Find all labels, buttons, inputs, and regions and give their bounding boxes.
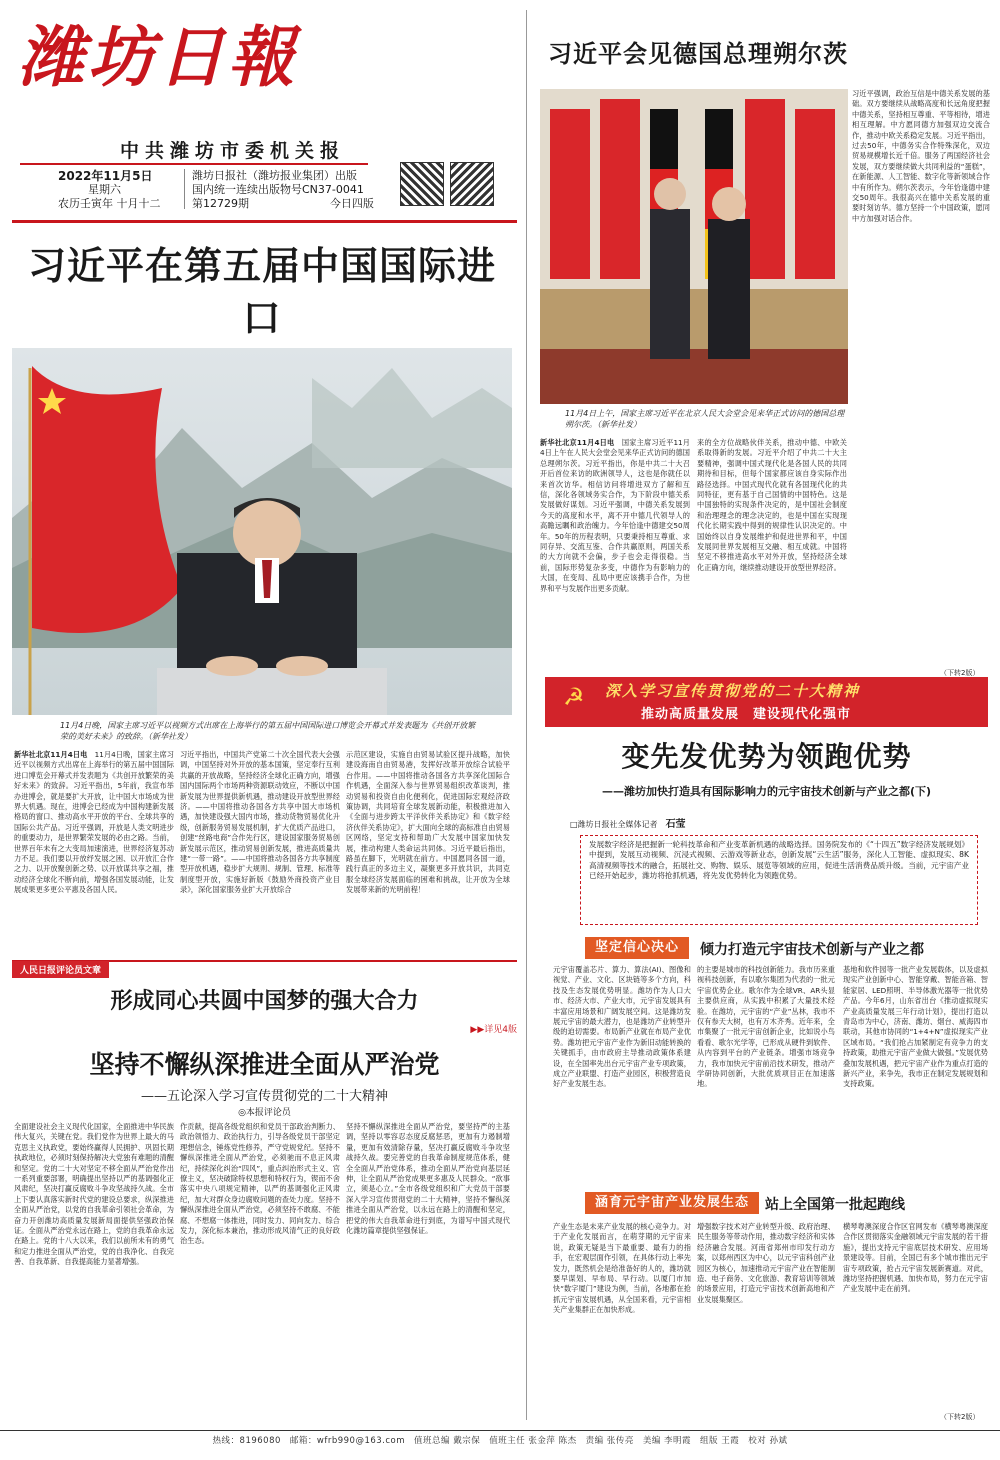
editorial-body-col3: 坚持不懈纵深推进全面从严治党，要坚持严的主基调，坚持以零容忍态度反腐惩恶，更加有力遏制增量，更加有效清除存量，坚决打赢反腐败斗争攻坚战持久战。要完善党的自我革命制度规范体系，健全全面从严治党体系，推动全面从严治党向基层延伸，让全面从严治党成果更多惠及人民群众。“欲事立，须是心立。”全市各级党组织和广大党员干部要深入学习宣传贯彻党的二十大精神，坚持不懈纵深推进全面从严治党，以永远在路上的清醒和坚定，把党的伟大自我革命进行到底，为谱写中国式现代化潍坊篇章提供坚强保证。 bbox=[346, 1122, 510, 1236]
issue-publisher: 潍坊日报社（潍坊报业集团）出版 bbox=[192, 169, 357, 182]
issue-pages: 今日四版 bbox=[329, 197, 374, 210]
feature-intro: 发展数字经济是把握新一轮科技革命和产业变革新机遇的战略选择。国务院发布的《“十四五”数字经济发展规划》中提到，发展互动视频、沉浸式视频、云游戏等新业态，创新发展“云生活”服务，深化人工智能、虚拟现实、8K高清视频等技术的融合，拓展社交、购物、娱乐、展览等领域的应用，促进生活消费品质升级。当前，元宇宙产业已经开始起步，潍坊将抢抓机遇，将先发优势转化为领跑优势。 bbox=[580, 835, 978, 925]
s1-col1: 元宇宙覆盖芯片、算力、算法(AI)、图像和视觉、产业、文化、区块链等多个方向，科技及生态发展优势明显。潍坊作为人口大市、经济大市、产业大市，元宇宙发展具有丰富应用场景和广阔发展空间。这是潍坊发展元宇宙的最大潜力，也是潍坊产业转型升级的迫切需要。布局新产业就在布局产业优势。潍坊把元宇宙产业作为新旧动能转换的关键抓手，由市政府主导推动政策体系建设，在全国率先出台元宇宙产业专项政策，成立产业联盟、打造产业园区，积极营造良好产业发展生态。 bbox=[553, 965, 691, 1089]
lead-body-col3: 示范区建设，实施自由贸易试验区提升战略，加快建设海南自由贸易港，发挥好改革开放综合试验平台作用。——中国将推动各国各方共享深化国际合作机遇，全面深入参与世界贸易组织改革谈判，推动贸易和投资自由化便利化，促进国际宏观经济政策协调，共同培育全球发展新动能，积极推进加入《全面与进步跨太平洋伙伴关系协定》和《数字经济伙伴关系协定》，扩大面向全球的高标准自由贸易区网络，坚定支持和帮助广大发展中国家加快发展，推动构建人类命运共同体。习近平最后指出，路虽在脚下，光明就在前方。中国愿同各国一道，践行真正的多边主义，凝聚更多开放共识，共同克服全球经济发展面临的困难和挑战，让开放为全球发展带来新的光明前程！ bbox=[346, 750, 510, 895]
lead-photo-caption bbox=[60, 720, 480, 742]
section2-header bbox=[585, 1192, 985, 1216]
banner-line2: 推动高质量发展 建设现代化强市 bbox=[641, 707, 852, 722]
s2-col1: 产业生态是未来产业发展的核心竞争力。对于产业化发展而言，在萌芽期的元宇宙来说，政策无疑是当下最重要、最有力的指手，在宏观层面作引领，在具体行动上率先发力，既然机会是给准备好的人的，潍坊就要早谋划、早布局、早行动。以厦门市加快“数字厦门”建设为例，当前，各地都在抢抓元宇宙发展机遇，从全国来看，元宇宙相关产业集群正在加快形成。 bbox=[553, 1222, 691, 1315]
s2-col3: 横琴粤澳深度合作区官网发布《横琴粤澳深度合作区贯彻落实金融领域元宇宙发展的若干措施》，提出支持元宇宙底层技术研发、应用场景建设等。目前，全国已有多个城市推出元宇宙专项政策，抢占元宇宙发展新赛道。对此，潍坊坚持把握机遇、加快布局，努力在元宇宙产业发展中走在前列。 bbox=[843, 1222, 988, 1294]
feature-reporter: 石莹 bbox=[665, 819, 686, 830]
meeting-caption-credit: （新华社发） bbox=[597, 420, 641, 429]
lead-caption-text: 11月4日晚，国家主席习近平以视频方式出席在上海举行的第五届中国国际进口博览会开幕式并发表题为《共创开放繁荣的美好未来》的致辞。 bbox=[60, 721, 476, 741]
editorial-subheadline: ——五论深入学习宣传贯彻党的二十大精神 bbox=[140, 1089, 388, 1104]
lead-caption-credit: （新华社发） bbox=[148, 732, 192, 741]
meeting-more[interactable]: （下转2版） bbox=[940, 669, 980, 677]
meeting-text-1: 国家主席习近平11月4日上午在人民大会堂会见来华正式访问的德国总理朔尔茨。习近平指出，你是中共二十大召开后首位来访的欧洲领导人，这也是你就任以来首次访华。相信访问将增进双方了解和互信，深化各领域务实合作，为下阶段中德关系发展做好谋划。习近平强调，中德关系发展到今天的高度和水平，离不开中德几代领导人的高瞻远瞩和政治魄力。今年恰逢中德建交50周年。50年的历程表明，只要秉持相互尊重、求同存异、交流互鉴、合作共赢原则，两国关系的大方向就不会偏，步子也会走得很稳。当前，国际形势复杂多变，中德作为有影响力的大国，在变局、乱局中更应该携手合作，为世界和平与发展作出更多贡献。 bbox=[540, 438, 690, 593]
editorial-headline: 坚持不懈纵深推进全面从严治党 bbox=[89, 1050, 440, 1079]
editorial-byline: ◎本报评论员 bbox=[238, 1108, 291, 1118]
editorial-body-col1: 全面建设社会主义现代化国家，全面推进中华民族伟大复兴，关键在党。我们党作为世界上最大的马克思主义执政党，要始终赢得人民拥护、巩固长期执政地位，必须时刻保持解决大党独有难题的清醒和坚定。党的二十大对坚定不移全面从严治党作出一系列重要部署，明确提出坚持以严的基调强化正风肃纪，坚决打赢反腐败斗争攻坚战持久战。全市上下要认真落实新时代党的建设总要求，纵深推进全面从严治党，以党的自我革命引领社会革命，为奋力开创潍坊高质量发展新局面提供坚强政治保证。全面从严治党永远在路上，党的自我革命永远在路上。党的十八大以来，我们以前所未有的勇气和定力推进全面从严治党，党的自我净化、自我完善、自我革新、自我提高能力显著增强。 bbox=[14, 1122, 174, 1267]
lead-photo bbox=[12, 348, 512, 715]
feature-headline: 变先发优势为领跑优势 bbox=[621, 740, 912, 773]
commentary-see-page[interactable]: ▶▶详见4版 bbox=[470, 1025, 517, 1035]
s2-col2: 增强数字技术对产业转型升级、政府治理、民生服务等带动作用，推动数字经济和实体经济融合发展。河南省郑州市印发行动方案，以郑州西区为中心，以元宇宙科创产业园区为核心，加速推动元宇宙产业在智能制造、电子商务、文化旅游、教育培训等领域的场景应用，打造元宇宙技术创新高地和产业发展集聚区。 bbox=[697, 1222, 835, 1304]
masthead-title: 潍坊日報 bbox=[18, 18, 298, 96]
qr-code-icon bbox=[400, 162, 444, 206]
feature-byline bbox=[570, 815, 686, 830]
issue-date: 2022年11月5日 bbox=[58, 169, 153, 183]
s1-col2: 的主要是城市的科技创新能力。我市历来重视科技创新，有以歌尔集团为代表的一批元宇宙优势企业。歌尔作为全球VR、AR头显主要供应商，从实践中积累了大量技术经验。在潍坊，元宇宙的“产业”丛林，我市不仅有参天大树，也有万木齐秀。近年来，全市集聚了一批元宇宙创新企业，比如说小鸟看看、歌尔光学等，已形成从硬件到软件、从内容到平台的产业链条。增强市场竞争力，我市加快元宇宙前沿技术研发，推动产学研协同创新，大批优质项目正在加速落地。 bbox=[697, 965, 835, 1089]
section1-title: 倾力打造元宇宙技术创新与产业之都 bbox=[700, 942, 924, 958]
commentary-headline: 形成同心共圆中国梦的强大合力 bbox=[110, 988, 419, 1014]
commentary-kicker: 人民日报评论员文章 bbox=[12, 961, 109, 978]
feature-banner bbox=[545, 677, 988, 727]
s1-col3: 基地和软件园等一批产业发展载体，以及虚拟现实产业创新中心、智能穿戴、智能音箱、智能家居、LED照明、半导体激光器等一批优势产品。今年6月，山东省出台《推动虚拟现实产业高质量发展三年行动计划》，提出打造以青岛市为中心，济南、潍坊、烟台、威海四市联动，其他市协同的“1+4+N”虚拟现实产业区域布局。“我们抢占加紧制定有竞争力的支持政策，助推元宇宙产业做大做强。”发展优势叠加发展机遇，把元宇宙产业作为重点打造的新兴产业，来争先，我市正在制定发展规划和支持政策。 bbox=[843, 965, 988, 1089]
section2-tag: 涵育元宇宙产业发展生态 bbox=[585, 1192, 759, 1214]
section2-title: 站上全国第一批起跑线 bbox=[765, 1197, 905, 1213]
feature-byline-label: □潍坊日报社全媒体记者 bbox=[570, 820, 658, 829]
lead-dateline: 新华社北京11月4日电 bbox=[14, 750, 88, 759]
party-emblem-icon: ☭ bbox=[563, 683, 585, 711]
feature-more[interactable]: （下转2版） bbox=[940, 1413, 980, 1421]
section1-header bbox=[585, 937, 985, 961]
lead-text-1: 11月4日晚，国家主席习近平以视频方式出席在上海举行的第五届中国国际进口博览会开幕式并发表题为《共创开放繁荣的美好未来》的致辞。习近平指出，5年前，我宣布举办进博会，就是要扩大开放，让中国大市场成为世界大机遇。现在，进博会已经成为中国构建新发展格局的窗口、推动高水平开放的平台、全球共享的国际公共产品。习近平强调，开放是人类文明进步的重要动力，是世界繁荣发展的必由之路。当前，世界百年未有之大变局加速演进，世界经济复苏动力不足。我们要以开放纾发展之困、以开放汇合作之力、以开放聚创新之势、以开放谋共享之福，推动经济全球化不断向前，增强各国发展动能，让发展成果更多更公平惠及各国人民。 bbox=[14, 750, 174, 895]
qr-code-icon bbox=[450, 162, 494, 206]
masthead-subtitle: 中共潍坊市委机关报 bbox=[120, 140, 346, 162]
banner-line1: 深入学习宣传贯彻党的二十大精神 bbox=[605, 682, 861, 700]
issue-info bbox=[20, 163, 374, 213]
lead-headline-line1: 习近平在第五届中国国际进口 bbox=[27, 243, 496, 340]
meeting-caption-text: 11月4日上午，国家主席习近平在北京人民大会堂会见来华正式访问的德国总理朔尔茨。 bbox=[565, 409, 845, 429]
masthead-rule bbox=[12, 220, 517, 223]
editorial-body-col2: 作贡献，提高各级党组织和党员干部政治判断力、政治领悟力、政治执行力，引导各级党员干部坚定理想信念，锤炼党性修养，严守党规党纪。坚持不懈纵深推进全面从严治党，必须驰而不息正风肃纪，持续深化纠治“四风”，重点纠治形式主义、官僚主义，坚决破除特权思想和特权行为，锲而不舍落实中央八项规定精神，以严的基调强化正风肃纪，加大对群众身边腐败问题的查处力度。坚持不懈纵深推进全面从严治党，必须坚持不敢腐、不能腐、不想腐一体推进，同时发力、同向发力、综合发力，深化标本兼治，推动形成风清气正的良好政治生态。 bbox=[180, 1122, 340, 1246]
feature-subheadline: ——潍坊加快打造具有国际影响力的元宇宙技术创新与产业之都(下) bbox=[601, 785, 932, 798]
meeting-body-col1 bbox=[540, 438, 690, 670]
commentary-box bbox=[12, 960, 517, 1040]
meeting-photo-caption bbox=[565, 408, 845, 430]
footer-credits: 热线：8196080 邮箱：wfrb990@163.com 值班总编 戴宗保 值班主任 张金萍 陈杰 责编 张传亮 美编 李明霞 组版 王霞 校对 孙斌 bbox=[0, 1430, 1000, 1453]
section1-tag: 坚定信心决心 bbox=[585, 937, 689, 959]
lead-body-col1 bbox=[14, 750, 174, 950]
meeting-headline: 习近平会见德国总理朔尔茨 bbox=[548, 39, 848, 68]
meeting-dateline: 新华社北京11月4日电 bbox=[540, 438, 615, 447]
meeting-photo bbox=[540, 89, 848, 404]
issue-divider bbox=[184, 169, 185, 209]
issue-number: 第12729期 bbox=[192, 197, 249, 210]
meeting-body-side: 习近平强调，政治互信是中德关系发展的基础。双方要继续从战略高度和长远角度把握中德关系，坚持相互尊重、平等相待，增进相互理解。中方愿同德方加强双边交流合作，推动中欧关系稳定发展。习近平指出，过去50年，中德务实合作特殊深化，双边贸易规模增长近千倍。服务了两国经济社会发展，双方要继续做大共同利益的“蛋糕”，在新能源、人工智能、数字化等新领域合作中有所作为。朔尔茨表示，今年恰逢德中建交50周年。我很高兴在德中关系发展的重要时刻访华。德方坚持一个中国政策，愿同中方加强对话合作。 bbox=[852, 89, 990, 223]
issue-cn-number: 国内统一连续出版物号CN37-0041 bbox=[192, 183, 364, 196]
lead-body-col2: 习近平指出，中国共产党第二十次全国代表大会强调，中国坚持对外开放的基本国策，坚定奉行互利共赢的开放战略，坚持经济全球化正确方向，增强国内国际两个市场两种资源联动效应，不断以中国新发展为世界提供新机遇，推动建设开放型世界经济。——中国将推动各国各方共享中国大市场机遇，加快建设强大国内市场，推动货物贸易优化升级，创新服务贸易发展机制，扩大优质产品进口，创建“丝路电商”合作先行区，建设国家服务贸易创新发展示范区，推动贸易创新发展，推进高质量共建“一带一路”。——中国将推动各国各方共享制度型开放机遇，稳步扩大规则、规制、管理、标准等制度型开放，实施好新版《鼓励外商投资产业目录》，深化国家服务业扩大开放综合 bbox=[180, 750, 340, 895]
issue-lunar: 农历壬寅年 十月十二 bbox=[58, 197, 161, 210]
meeting-body-col2: 来的全方位战略伙伴关系，推动中德、中欧关系取得新的发展。习近平介绍了中共二十大主要精神，强调中国式现代化是各国人民的共同期待和目标，但每个国家都应该自身实际作出路径选择。中国式现代化就有各国现代化的共同特征，更有基于自己国情的中国特色。这是中国独特的实现条件决定的，是中国社会制度和治理理念的理念决定的，也是中国在实现现代化长期实践中得到的规律性认识决定的。中国始终以自身发展维护和促进世界和平，中国发展同世界发展相互交融、相互成就。中国将坚定不移推进高水平对外开放，坚持经济全球化正确方向，继续推动建设开放型世界经济。 bbox=[697, 438, 847, 572]
column-divider bbox=[526, 10, 527, 1420]
issue-weekday: 星期六 bbox=[88, 183, 121, 196]
